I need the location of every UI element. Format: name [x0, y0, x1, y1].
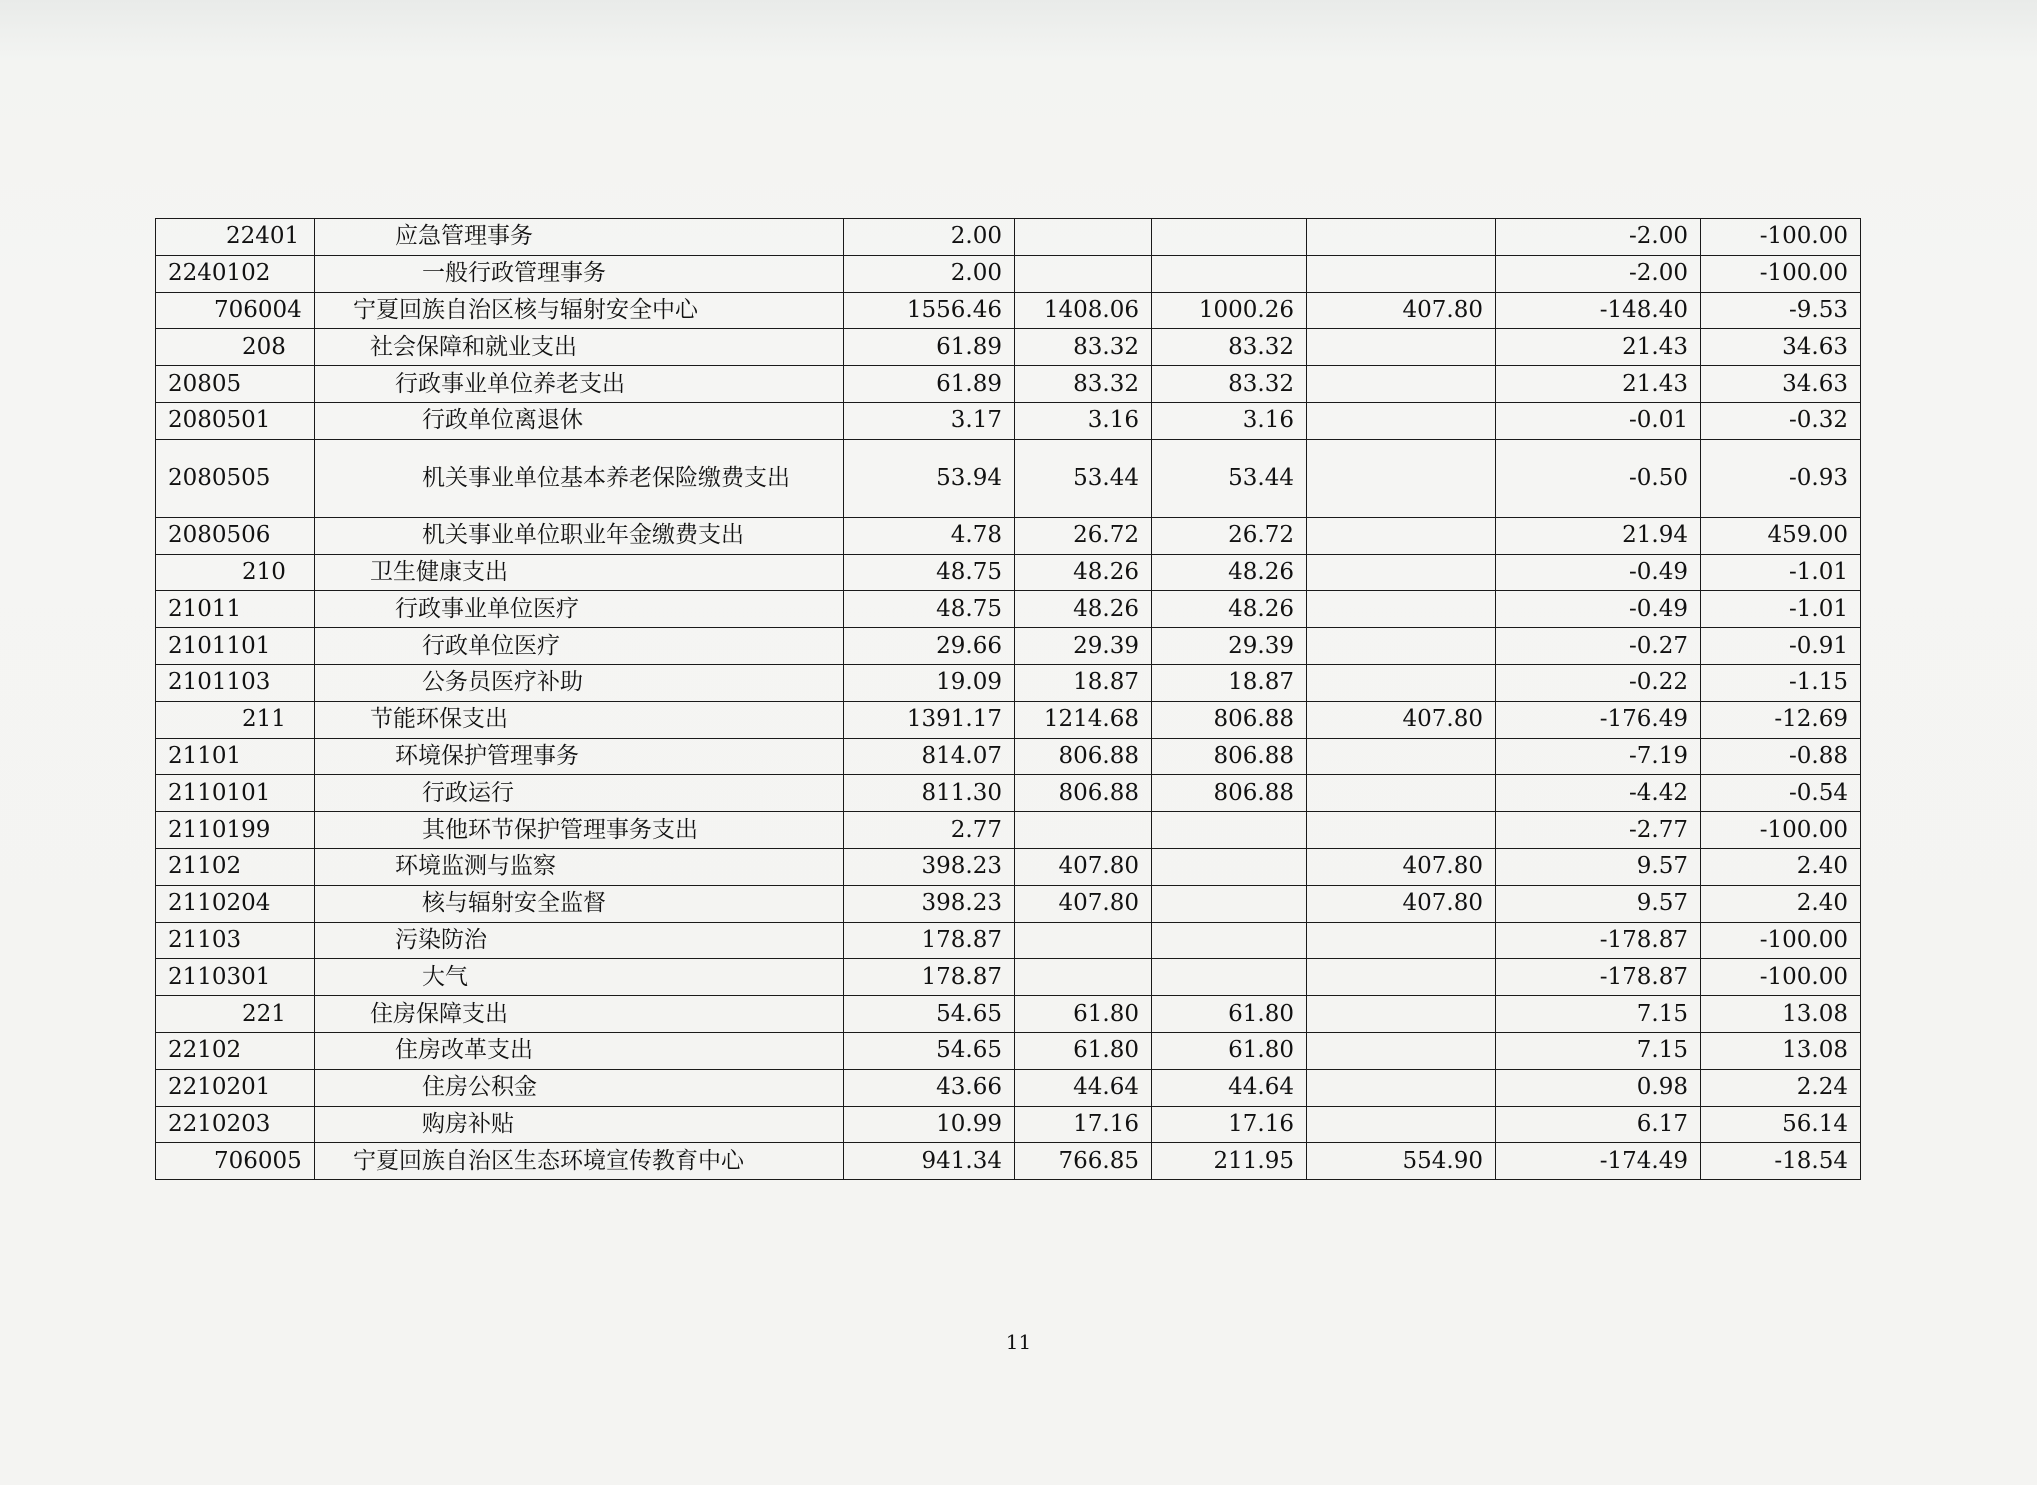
subject-name-cell	[315, 885, 844, 922]
change-amount-cell: -0.49	[1496, 591, 1701, 628]
change-percent-cell: 56.14	[1701, 1106, 1861, 1143]
table-row	[156, 439, 1861, 517]
subject-name-text: 宁夏回族自治区生态环境宣传教育中心	[353, 1147, 744, 1174]
project-expenditure-cell	[1307, 366, 1496, 403]
subject-name-cell	[315, 664, 844, 701]
subject-code-cell: 211	[156, 701, 315, 738]
prior-year-amount-cell: 54.65	[844, 1032, 1015, 1069]
current-total-cell: 1214.68	[1015, 701, 1152, 738]
current-total-cell: 26.72	[1015, 517, 1152, 554]
project-expenditure-cell	[1307, 1106, 1496, 1143]
change-percent-cell: 459.00	[1701, 517, 1861, 554]
change-percent-cell: 34.63	[1701, 366, 1861, 403]
subject-code-cell: 22102	[156, 1032, 315, 1069]
project-expenditure-cell	[1307, 517, 1496, 554]
current-total-cell	[1015, 255, 1152, 292]
change-amount-cell: -178.87	[1496, 922, 1701, 959]
subject-name-cell	[315, 701, 844, 738]
project-expenditure-cell	[1307, 329, 1496, 366]
subject-name-text: 购房补贴	[422, 1110, 514, 1137]
basic-expenditure-cell: 26.72	[1152, 517, 1307, 554]
subject-name-cell	[315, 848, 844, 885]
subject-code-cell: 2240102	[156, 255, 315, 292]
subject-name-cell	[315, 922, 844, 959]
prior-year-amount-cell: 10.99	[844, 1106, 1015, 1143]
subject-code-cell: 2210201	[156, 1069, 315, 1106]
table-row	[156, 848, 1861, 885]
prior-year-amount-cell: 19.09	[844, 664, 1015, 701]
subject-name-text: 宁夏回族自治区核与辐射安全中心	[353, 296, 698, 323]
change-amount-cell: -178.87	[1496, 959, 1701, 996]
change-percent-cell: -100.00	[1701, 922, 1861, 959]
change-amount-cell: -7.19	[1496, 738, 1701, 775]
subject-code-cell: 706004	[156, 292, 315, 329]
prior-year-amount-cell: 178.87	[844, 922, 1015, 959]
project-expenditure-cell	[1307, 628, 1496, 665]
subject-name-cell	[315, 591, 844, 628]
change-percent-cell: 2.40	[1701, 848, 1861, 885]
subject-name-cell	[315, 738, 844, 775]
project-expenditure-cell	[1307, 922, 1496, 959]
subject-name-cell	[315, 439, 844, 517]
prior-year-amount-cell: 29.66	[844, 628, 1015, 665]
basic-expenditure-cell: 18.87	[1152, 664, 1307, 701]
subject-code-cell: 22401	[156, 219, 315, 256]
change-percent-cell: -100.00	[1701, 255, 1861, 292]
subject-name-cell	[315, 366, 844, 403]
subject-name-text: 住房公积金	[422, 1074, 537, 1101]
change-amount-cell: -0.01	[1496, 402, 1701, 439]
subject-name-text: 行政运行	[422, 779, 514, 806]
change-percent-cell: -0.32	[1701, 402, 1861, 439]
subject-name-cell	[315, 775, 844, 812]
project-expenditure-cell	[1307, 591, 1496, 628]
project-expenditure-cell	[1307, 1032, 1496, 1069]
prior-year-amount-cell: 3.17	[844, 402, 1015, 439]
table-row	[156, 1069, 1861, 1106]
basic-expenditure-cell: 83.32	[1152, 366, 1307, 403]
prior-year-amount-cell: 1391.17	[844, 701, 1015, 738]
project-expenditure-cell	[1307, 439, 1496, 517]
subject-name-cell	[315, 1106, 844, 1143]
table-row	[156, 812, 1861, 849]
table-row	[156, 996, 1861, 1033]
change-percent-cell: -0.93	[1701, 439, 1861, 517]
change-percent-cell: -100.00	[1701, 812, 1861, 849]
table-row	[156, 628, 1861, 665]
change-amount-cell: -0.50	[1496, 439, 1701, 517]
subject-name-cell	[315, 329, 844, 366]
current-total-cell: 29.39	[1015, 628, 1152, 665]
prior-year-amount-cell: 2.77	[844, 812, 1015, 849]
subject-name-text: 公务员医疗补助	[422, 669, 583, 696]
project-expenditure-cell: 407.80	[1307, 292, 1496, 329]
basic-expenditure-cell	[1152, 922, 1307, 959]
project-expenditure-cell	[1307, 255, 1496, 292]
subject-name-text: 行政事业单位养老支出	[395, 370, 625, 397]
subject-name-cell	[315, 402, 844, 439]
subject-code-cell: 21101	[156, 738, 315, 775]
prior-year-amount-cell: 941.34	[844, 1143, 1015, 1180]
subject-name-text: 行政单位离退休	[422, 407, 583, 434]
subject-name-text: 其他环节保护管理事务支出	[422, 816, 698, 843]
subject-code-cell: 208	[156, 329, 315, 366]
basic-expenditure-cell: 806.88	[1152, 738, 1307, 775]
current-total-cell: 83.32	[1015, 329, 1152, 366]
basic-expenditure-cell	[1152, 959, 1307, 996]
current-total-cell	[1015, 219, 1152, 256]
current-total-cell: 61.80	[1015, 996, 1152, 1033]
subject-code-cell: 2080505	[156, 439, 315, 517]
current-total-cell: 407.80	[1015, 885, 1152, 922]
subject-name-text: 机关事业单位基本养老保险缴费支出	[422, 464, 790, 491]
subject-name-cell	[315, 812, 844, 849]
budget-table	[155, 218, 1861, 1180]
subject-name-text: 应急管理事务	[395, 223, 533, 250]
change-percent-cell: -0.91	[1701, 628, 1861, 665]
basic-expenditure-cell: 48.26	[1152, 554, 1307, 591]
change-amount-cell: -176.49	[1496, 701, 1701, 738]
subject-code-cell: 2080506	[156, 517, 315, 554]
change-percent-cell: -9.53	[1701, 292, 1861, 329]
current-total-cell: 53.44	[1015, 439, 1152, 517]
current-total-cell: 48.26	[1015, 591, 1152, 628]
table-row	[156, 885, 1861, 922]
basic-expenditure-cell: 83.32	[1152, 329, 1307, 366]
table-row	[156, 402, 1861, 439]
table-row	[156, 329, 1861, 366]
subject-name-text: 环境保护管理事务	[395, 742, 579, 769]
current-total-cell: 83.32	[1015, 366, 1152, 403]
table-row	[156, 1106, 1861, 1143]
basic-expenditure-cell: 29.39	[1152, 628, 1307, 665]
prior-year-amount-cell: 398.23	[844, 885, 1015, 922]
subject-name-text: 住房保障支出	[370, 1000, 508, 1027]
prior-year-amount-cell: 2.00	[844, 255, 1015, 292]
change-percent-cell: 34.63	[1701, 329, 1861, 366]
subject-code-cell: 2110101	[156, 775, 315, 812]
change-amount-cell: 7.15	[1496, 1032, 1701, 1069]
basic-expenditure-cell: 806.88	[1152, 701, 1307, 738]
table-row	[156, 591, 1861, 628]
project-expenditure-cell	[1307, 996, 1496, 1033]
subject-name-text: 核与辐射安全监督	[422, 890, 606, 917]
current-total-cell: 766.85	[1015, 1143, 1152, 1180]
subject-code-cell: 706005	[156, 1143, 315, 1180]
change-percent-cell: -18.54	[1701, 1143, 1861, 1180]
change-amount-cell: -0.22	[1496, 664, 1701, 701]
current-total-cell: 806.88	[1015, 775, 1152, 812]
table-row	[156, 775, 1861, 812]
subject-code-cell: 2110301	[156, 959, 315, 996]
table-row	[156, 664, 1861, 701]
subject-code-cell: 2210203	[156, 1106, 315, 1143]
change-percent-cell: -100.00	[1701, 219, 1861, 256]
table-row	[156, 959, 1861, 996]
change-percent-cell: 13.08	[1701, 1032, 1861, 1069]
change-percent-cell: -1.15	[1701, 664, 1861, 701]
subject-name-cell	[315, 628, 844, 665]
basic-expenditure-cell	[1152, 812, 1307, 849]
subject-name-text: 行政单位医疗	[422, 632, 560, 659]
change-amount-cell: 21.43	[1496, 366, 1701, 403]
table-row	[156, 1032, 1861, 1069]
change-amount-cell: -2.00	[1496, 219, 1701, 256]
subject-code-cell: 2110204	[156, 885, 315, 922]
basic-expenditure-cell	[1152, 885, 1307, 922]
basic-expenditure-cell: 211.95	[1152, 1143, 1307, 1180]
subject-code-cell: 210	[156, 554, 315, 591]
basic-expenditure-cell	[1152, 848, 1307, 885]
change-amount-cell: 21.43	[1496, 329, 1701, 366]
subject-code-cell: 2110199	[156, 812, 315, 849]
subject-code-cell: 2101101	[156, 628, 315, 665]
subject-name-text: 机关事业单位职业年金缴费支出	[422, 522, 744, 549]
change-amount-cell: -0.27	[1496, 628, 1701, 665]
subject-name-text: 卫生健康支出	[370, 558, 508, 585]
change-percent-cell: -1.01	[1701, 554, 1861, 591]
subject-name-text: 大气	[422, 963, 468, 990]
project-expenditure-cell	[1307, 219, 1496, 256]
table-row	[156, 701, 1861, 738]
prior-year-amount-cell: 811.30	[844, 775, 1015, 812]
current-total-cell	[1015, 812, 1152, 849]
table-row	[156, 738, 1861, 775]
basic-expenditure-cell: 1000.26	[1152, 292, 1307, 329]
table-row	[156, 292, 1861, 329]
subject-name-cell	[315, 1143, 844, 1180]
basic-expenditure-cell: 61.80	[1152, 1032, 1307, 1069]
project-expenditure-cell	[1307, 775, 1496, 812]
prior-year-amount-cell: 53.94	[844, 439, 1015, 517]
change-amount-cell: 9.57	[1496, 848, 1701, 885]
basic-expenditure-cell: 61.80	[1152, 996, 1307, 1033]
prior-year-amount-cell: 398.23	[844, 848, 1015, 885]
current-total-cell: 407.80	[1015, 848, 1152, 885]
subject-name-cell	[315, 1032, 844, 1069]
project-expenditure-cell: 407.80	[1307, 885, 1496, 922]
change-percent-cell: -0.54	[1701, 775, 1861, 812]
basic-expenditure-cell: 53.44	[1152, 439, 1307, 517]
subject-code-cell: 2080501	[156, 402, 315, 439]
subject-name-text: 住房改革支出	[395, 1037, 533, 1064]
project-expenditure-cell	[1307, 664, 1496, 701]
table-row	[156, 366, 1861, 403]
change-amount-cell: 9.57	[1496, 885, 1701, 922]
change-percent-cell: 13.08	[1701, 996, 1861, 1033]
prior-year-amount-cell: 1556.46	[844, 292, 1015, 329]
subject-code-cell: 20805	[156, 366, 315, 403]
project-expenditure-cell: 407.80	[1307, 701, 1496, 738]
project-expenditure-cell	[1307, 812, 1496, 849]
table-row	[156, 219, 1861, 256]
subject-name-cell	[315, 959, 844, 996]
subject-name-text: 一般行政管理事务	[422, 260, 606, 287]
prior-year-amount-cell: 48.75	[844, 591, 1015, 628]
current-total-cell: 3.16	[1015, 402, 1152, 439]
table-row	[156, 922, 1861, 959]
current-total-cell: 806.88	[1015, 738, 1152, 775]
change-amount-cell: -2.77	[1496, 812, 1701, 849]
basic-expenditure-cell	[1152, 219, 1307, 256]
change-percent-cell: 2.24	[1701, 1069, 1861, 1106]
change-amount-cell: 21.94	[1496, 517, 1701, 554]
project-expenditure-cell: 407.80	[1307, 848, 1496, 885]
basic-expenditure-cell: 3.16	[1152, 402, 1307, 439]
subject-name-cell	[315, 219, 844, 256]
subject-name-cell	[315, 255, 844, 292]
prior-year-amount-cell: 48.75	[844, 554, 1015, 591]
subject-code-cell: 21102	[156, 848, 315, 885]
current-total-cell	[1015, 959, 1152, 996]
current-total-cell: 18.87	[1015, 664, 1152, 701]
current-total-cell	[1015, 922, 1152, 959]
subject-name-cell	[315, 996, 844, 1033]
prior-year-amount-cell: 43.66	[844, 1069, 1015, 1106]
table-row	[156, 255, 1861, 292]
table-body	[156, 219, 1861, 1180]
change-amount-cell: 0.98	[1496, 1069, 1701, 1106]
change-amount-cell: 6.17	[1496, 1106, 1701, 1143]
basic-expenditure-cell: 48.26	[1152, 591, 1307, 628]
change-percent-cell: -100.00	[1701, 959, 1861, 996]
prior-year-amount-cell: 178.87	[844, 959, 1015, 996]
prior-year-amount-cell: 61.89	[844, 329, 1015, 366]
basic-expenditure-cell	[1152, 255, 1307, 292]
subject-name-text: 环境监测与监察	[395, 853, 556, 880]
change-amount-cell: -0.49	[1496, 554, 1701, 591]
subject-name-cell	[315, 554, 844, 591]
subject-name-text: 行政事业单位医疗	[395, 595, 579, 622]
basic-expenditure-cell: 17.16	[1152, 1106, 1307, 1143]
subject-name-text: 节能环保支出	[370, 706, 508, 733]
subject-name-cell	[315, 517, 844, 554]
subject-name-text: 社会保障和就业支出	[370, 333, 577, 360]
prior-year-amount-cell: 54.65	[844, 996, 1015, 1033]
subject-code-cell: 21103	[156, 922, 315, 959]
table-row	[156, 554, 1861, 591]
project-expenditure-cell	[1307, 738, 1496, 775]
current-total-cell: 17.16	[1015, 1106, 1152, 1143]
prior-year-amount-cell: 814.07	[844, 738, 1015, 775]
page-number: 11	[1005, 1330, 1032, 1354]
change-percent-cell: -0.88	[1701, 738, 1861, 775]
basic-expenditure-cell: 806.88	[1152, 775, 1307, 812]
change-amount-cell: -174.49	[1496, 1143, 1701, 1180]
project-expenditure-cell	[1307, 402, 1496, 439]
change-percent-cell: 2.40	[1701, 885, 1861, 922]
prior-year-amount-cell: 4.78	[844, 517, 1015, 554]
subject-name-cell	[315, 292, 844, 329]
prior-year-amount-cell: 2.00	[844, 219, 1015, 256]
subject-code-cell: 2101103	[156, 664, 315, 701]
project-expenditure-cell: 554.90	[1307, 1143, 1496, 1180]
change-amount-cell: -148.40	[1496, 292, 1701, 329]
project-expenditure-cell	[1307, 959, 1496, 996]
table-row	[156, 1143, 1861, 1180]
subject-code-cell: 21011	[156, 591, 315, 628]
project-expenditure-cell	[1307, 554, 1496, 591]
current-total-cell: 48.26	[1015, 554, 1152, 591]
subject-name-cell	[315, 1069, 844, 1106]
change-amount-cell: 7.15	[1496, 996, 1701, 1033]
project-expenditure-cell	[1307, 1069, 1496, 1106]
current-total-cell: 61.80	[1015, 1032, 1152, 1069]
basic-expenditure-cell: 44.64	[1152, 1069, 1307, 1106]
change-percent-cell: -1.01	[1701, 591, 1861, 628]
table-row	[156, 517, 1861, 554]
prior-year-amount-cell: 61.89	[844, 366, 1015, 403]
subject-name-text: 污染防治	[395, 926, 487, 953]
subject-code-cell: 221	[156, 996, 315, 1033]
current-total-cell: 1408.06	[1015, 292, 1152, 329]
change-amount-cell: -4.42	[1496, 775, 1701, 812]
change-amount-cell: -2.00	[1496, 255, 1701, 292]
change-percent-cell: -12.69	[1701, 701, 1861, 738]
current-total-cell: 44.64	[1015, 1069, 1152, 1106]
